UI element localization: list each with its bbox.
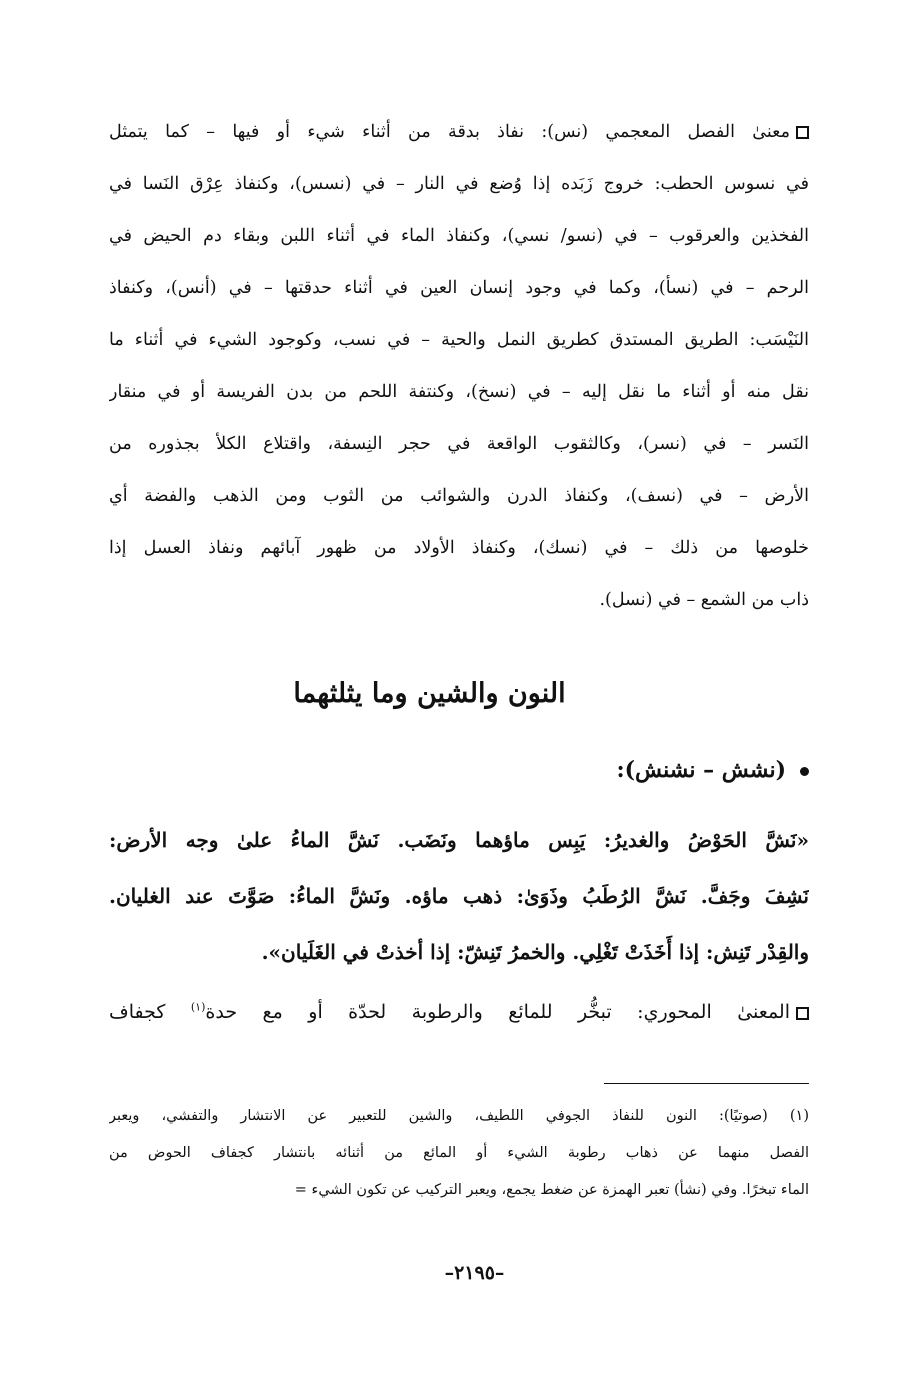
footnote-divider: [604, 1083, 809, 1084]
paragraph-line: معنىٰ الفصل المعجمي (نس): نفاذ بدقة من أثناء شيء أو فيها – كما يتمثل: [109, 112, 809, 152]
paragraph-line: «نَشَّ الحَوْضُ والغديرُ: يَبِس ماؤهما ونَضَب. نَشَّ الماءُ علىٰ وجه الأرض:: [109, 828, 809, 852]
paragraph-line: خلوصها من ذلك – في (نسك)، وكنفاذ الأولاد من ظهور آبائهم ونفاذ العسل إذا: [109, 538, 809, 558]
footnote-line: الماء تبخرًا. وفي (نشأ) تعبر الهمزة عن ضغط يجمع، ويعبر التركيب عن تكون الشيء =: [294, 1182, 809, 1198]
paragraph-line: نقل منه أو أثناء ما نقل إليه – في (نسخ)، وكنتفة اللحم من بدن الفريسة أو في منقار: [109, 382, 809, 402]
paragraph-line: النَسر – في (نسر)، وكالثقوب الواقعة في حجر النِسفة، واقتلاع الكلأ بجذوره من: [109, 434, 809, 454]
paragraph-line: الأرض – في (نسف)، وكنفاذ الدرن والشوائب من الثوب ومن الذهب والفضة أي: [109, 486, 809, 506]
checkbox-icon: [796, 126, 809, 139]
paragraph-line: الرحم – في (نسأ)، وكما في وجود إنسان العين في أثناء حدقتها – في (أنس)، وكنفاذ: [109, 278, 809, 298]
paragraph-line: نَشِفَ وجَفَّ. نَشَّ الرُطَبُ وذَوَىٰ: ذهب ماؤه. ونَشَّ الماءُ: صَوَّتَ عند الغليان.: [109, 884, 809, 908]
paragraph-line: المعنىٰ المحوري: تبخُّر للمائع والرطوبة لحدّة أو مع حدة$^{(١)}$ كجفاف: [109, 992, 809, 1032]
paragraph-line: ذاب من الشمع – في (نسل).: [599, 590, 809, 610]
entry-title: [109, 750, 809, 790]
footnote-line: الفصل منهما عن ذهاب رطوبة الشيء أو المائع من أثنائه بانتشار كجفاف الحوض من: [109, 1145, 809, 1161]
paragraph-lexical-meaning: [109, 112, 809, 652]
bullet-icon: [800, 767, 809, 776]
paragraph-line: والقِدْر تَنِش: إذا أَخَذَتْ تَغْلِي. والخمرُ تَنِشّ: إذا أخذتْ في الغَلَيان».: [261, 940, 809, 964]
paragraph-line: في نسوس الحطب: خروج زَبَده إذا وُضع في النار – في (نسس)، وكنفاذ عِرْق النَسا في: [109, 174, 809, 194]
page-number: –٢١٩٥–: [444, 1262, 505, 1284]
section-heading: النون والشين وما يثلثهما: [293, 678, 566, 709]
paragraph-line: الفخذين والعرقوب – في (نسو/ نسي)، وكنفاذ الماء في أثناء اللبن وبقاء دم الحيض في: [109, 226, 809, 246]
footnote-marker[interactable]: (١): [190, 1000, 206, 1014]
entry-title-text: (نشش – نشنش):: [616, 757, 786, 783]
checkbox-icon: [796, 1007, 809, 1020]
footnote-line: (١) (صوتيًا): النون للنفاذ الجوفي اللطيف، والشين للتعبير عن الانتشار والتفشي، ويعبر: [109, 1108, 809, 1124]
paragraph-line: النَيْسَب: الطريق المستدق كطريق النمل والحية – في نسب، وكوجود الشيء في أثناء ما: [109, 330, 809, 350]
